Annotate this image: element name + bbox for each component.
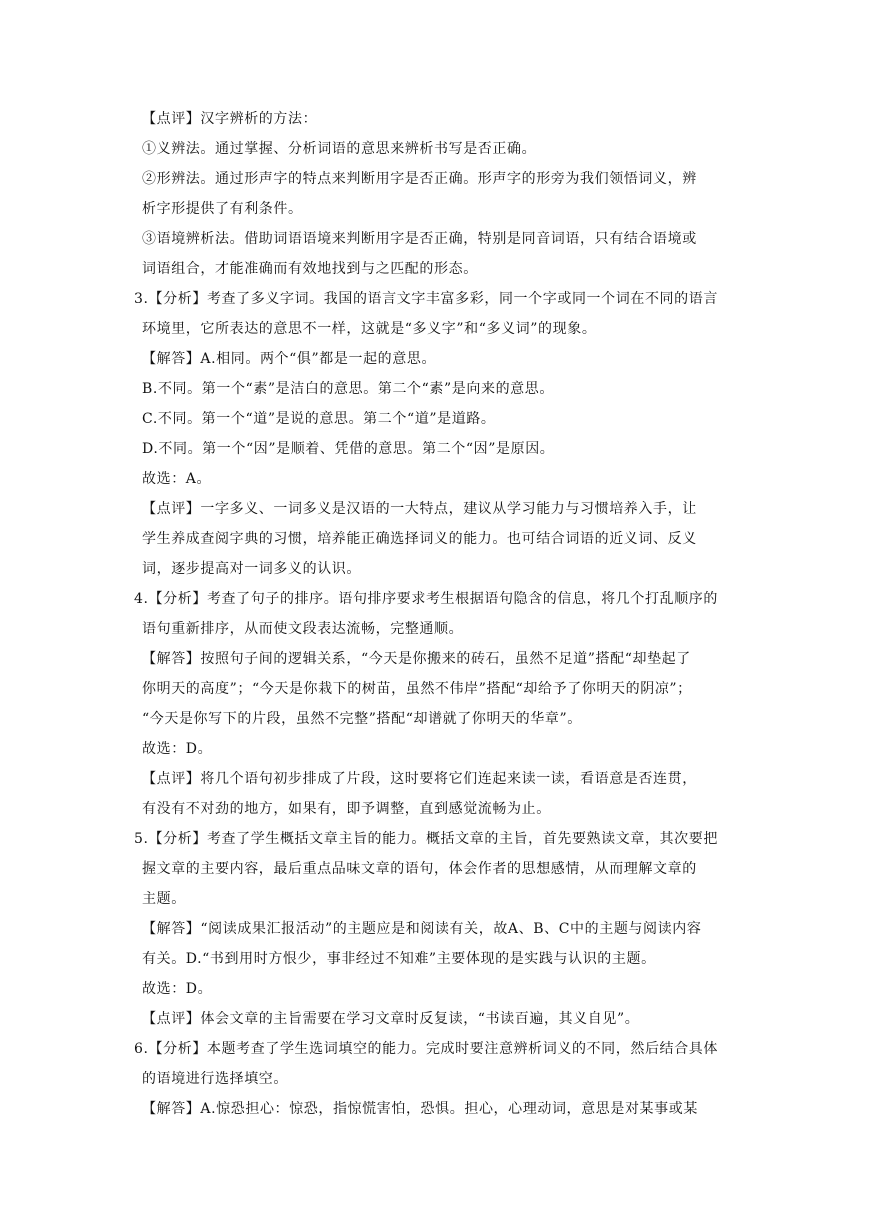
text-line: 【解答】A.相同。两个“俱”都是一起的意思。 [142, 351, 437, 367]
question-3-analysis: 3.【分析】考查了多义字词。我国的语言文字丰富多彩，同一个字或同一个词在不同的语言 [134, 291, 718, 307]
text-line: 【点评】汉字辨析的方法： [142, 111, 318, 127]
text-line: 故选：A。 [142, 471, 212, 487]
text-line: 析字形提供了有利条件。 [142, 201, 303, 217]
text-line: 的语境进行选择填空。 [142, 1071, 288, 1087]
text-line: ③语境辨析法。借助词语语境来判断用字是否正确，特别是同音词语，只有结合语境或 [142, 231, 697, 247]
text-line: 故选：D。 [142, 741, 213, 757]
text-line: C.不同。第一个“道”是说的意思。第二个“道”是道路。 [142, 411, 496, 427]
text-line: 【点评】体会文章的主旨需要在学习文章时反复读，“书读百遍，其义自见”。 [142, 1011, 640, 1027]
text-line: 有关。D.“书到用时方恨少，事非经过不知难”主要体现的是实践与认识的主题。 [142, 951, 656, 967]
text-line: 【解答】“阅读成果汇报活动”的主题应是和阅读有关，故A、B、C中的主题与阅读内容 [142, 921, 702, 937]
text-line: 【解答】A.惊恐担心：惊恐，指惊慌害怕，恐惧。担心，心理动词，意思是对某事或某 [142, 1101, 698, 1117]
question-5-analysis: 5.【分析】考查了学生概括文章主旨的能力。概括文章的主旨，首先要熟读文章，其次要把 [134, 831, 718, 847]
text-line: 【点评】将几个语句初步排成了片段，这时要将它们连起来读一读，看语意是否连贯， [142, 771, 697, 787]
text-line: 词语组合，才能准确而有效地找到与之匹配的形态。 [142, 261, 478, 277]
text-line: 【解答】按照句子间的逻辑关系，“今天是你搬来的砖石，虽然不足道”搭配“却垫起了 [142, 651, 691, 667]
text-line: 词，逐步提高对一词多义的认识。 [142, 561, 361, 577]
text-line: 故选：D。 [142, 981, 213, 997]
text-line: 有没有不对劲的地方，如果有，即予调整，直到感觉流畅为止。 [142, 801, 551, 817]
text-line: “今天是你写下的片段，虽然不完整”搭配“却谱就了你明天的华章”。 [142, 711, 582, 727]
text-line: 学生养成查阅字典的习惯，培养能正确选择词义的能力。也可结合词语的近义词、反义 [142, 531, 697, 547]
question-6-analysis: 6.【分析】本题考查了学生选词填空的能力。完成时要注意辨析词义的不同，然后结合具体 [134, 1041, 718, 1057]
text-line: 主题。 [142, 891, 186, 907]
text-line: 【点评】一字多义、一词多义是汉语的一大特点，建议从学习能力与习惯培养入手，让 [142, 501, 697, 517]
text-line: D.不同。第一个“因”是顺着、凭借的意思。第二个“因”是原因。 [142, 441, 555, 457]
text-line: 语句重新排序，从而使文段表达流畅，完整通顺。 [142, 621, 464, 637]
text-line: ①义辨法。通过掌握、分析词语的意思来辨析书写是否正确。 [142, 141, 537, 157]
text-line: ②形辨法。通过形声字的特点来判断用字是否正确。形声字的形旁为我们领悟词义，辨 [142, 171, 697, 187]
text-line: B.不同。第一个“素”是洁白的意思。第二个“素”是向来的意思。 [142, 381, 554, 397]
question-4-analysis: 4.【分析】考查了句子的排序。语句排序要求考生根据语句隐含的信息，将几个打乱顺序的 [134, 591, 718, 607]
text-line: 握文章的主要内容，最后重点品味文章的语句，体会作者的思想感情，从而理解文章的 [142, 861, 697, 877]
text-line: 环境里，它所表达的意思不一样，这就是“多义字”和“多义词”的现象。 [142, 321, 597, 337]
text-line: 你明天的高度”；“今天是你栽下的树苗，虽然不伟岸”搭配“却给予了你明天的阴凉”； [142, 681, 692, 697]
